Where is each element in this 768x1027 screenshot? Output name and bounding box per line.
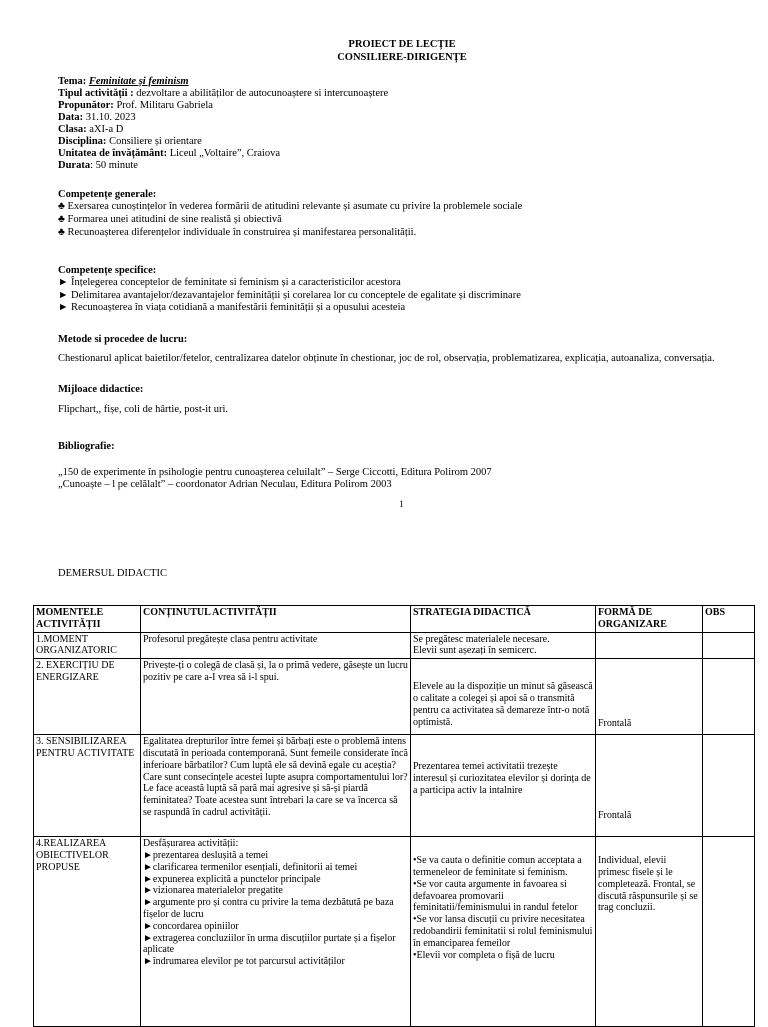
club-bullet-icon: ♣ (58, 201, 65, 212)
forma-cell: Frontală (596, 735, 703, 837)
bibliografie-item: „150 de experimente în psihologie pentru cunoașterea celuilalt” – Serge Ciccotti, Editura Polirom 2007 (58, 467, 492, 478)
table-row (34, 837, 755, 1027)
continut-cell: Profesorul pregătește clasa pentru activitate (141, 632, 411, 659)
lesson-plan-table (33, 605, 755, 1027)
competenta-generala-item: ♣ Recunoașterea diferențelor individuale în construirea și manifestarea personalității. (58, 227, 417, 238)
moment-cell: 3. SENSIBILIZAREA PENTRU ACTIVITATE (34, 735, 141, 837)
continut-cell: Desfășurarea activității: ►prezentarea deslușită a temei ►clarificarea termenilor esențiali, definitorii ai temei ►expunerea explicită a punctelor principale ►vizionarea materialelor pregatite ►argumente pro și contra cu privire la tema dezbătută pe baza fișelor de lucru ►concordarea opiniilor ►extragerea concluziilor în urma discuțiilor purtate și a fișelor aplicate ►îndrumarea elevilor pe tot parcursul activităților (141, 837, 411, 1027)
moment-cell: 1.MOMENT ORGANIZATORIC (34, 632, 141, 659)
triangle-bullet-icon: ► (58, 290, 69, 301)
triangle-bullet-icon: ► (143, 873, 153, 885)
data-label: Data: (58, 112, 84, 123)
durata-line (58, 160, 138, 172)
competenta-generala-item: ♣ Exersarea cunoștințelor în vederea formării de atitudini relevante și asumate cu privire la problemele sociale (58, 201, 523, 212)
competente-specifice-heading: Competențe specifice: (58, 265, 157, 276)
column-header: STRATEGIA DIDACTICĂ (411, 606, 596, 633)
list-item: ►concordarea opiniilor (143, 920, 239, 932)
list-item: ►argumente pro și contra cu privire la tema dezbătută pe baza fișelor de lucru (143, 897, 394, 920)
clasa-label: Clasa: (58, 124, 87, 135)
tema-line (58, 76, 189, 88)
document-title: PROIECT DE LECȚIE (348, 39, 456, 50)
forma-cell (596, 632, 703, 659)
triangle-bullet-icon: ► (143, 861, 153, 873)
tema-label: Tema: (58, 76, 87, 87)
competenta-specifica-item: ► Recunoașterea în viața cotidiană a manifestării feminității și a opusului acesteia (58, 302, 406, 313)
triangle-bullet-icon: ► (143, 932, 153, 944)
triangle-bullet-icon: ► (58, 277, 69, 288)
column-header: MOMENTELE ACTIVITĂȚII (34, 606, 141, 633)
mijloace-heading: Mijloace didactice: (58, 384, 144, 395)
demers-didactic-heading: DEMERSUL DIDACTIC (58, 568, 167, 579)
competente-generale-heading: Competențe generale: (58, 189, 157, 200)
club-bullet-icon: ♣ (58, 214, 65, 225)
obs-cell (703, 632, 755, 659)
triangle-bullet-icon: ► (143, 885, 153, 897)
list-item: ►îndrumarea elevilor pe tot parcursul activităților (143, 956, 345, 968)
strategie-cell: Elevele au la dispoziție un minut să găsească o calitate a colegei și apoi să o transmită pentru ca activitatea să demareze într-o notă optimistă. (411, 659, 596, 735)
disciplina-line (58, 136, 202, 148)
metode-heading: Metode si procedee de lucru: (58, 334, 188, 345)
triangle-bullet-icon: ► (143, 956, 153, 968)
competenta-specifica-item: ► Înțelegerea conceptelor de feminitate si feminism și a caracteristicilor acestora (58, 277, 401, 288)
table-header-row (34, 606, 755, 633)
club-bullet-icon: ♣ (58, 227, 65, 238)
table-row (34, 632, 755, 659)
clasa-value: aXI-a D (89, 124, 124, 135)
page-number: 1 (399, 500, 404, 510)
list-item: ►prezentarea deslușită a temei (143, 849, 269, 861)
unitate-line (58, 148, 280, 160)
forma-cell: Frontală (596, 659, 703, 735)
column-header: CONȚINUTUL ACTIVITĂȚII (141, 606, 411, 633)
tip-label: Tipul activității : (58, 88, 134, 99)
competenta-specifica-item: ► Delimitarea avantajelor/dezavantajelor feminității și corelarea lor cu conceptele de egalitate și discriminare (58, 290, 521, 301)
list-item: ►vizionarea materialelor pregatite (143, 885, 283, 897)
tip-value: dezvoltare a abilităților de autocunoaștere si intercunoaștere (136, 88, 389, 99)
table-row (34, 735, 755, 837)
tip-line (58, 88, 388, 100)
obs-cell (703, 837, 755, 1027)
data-line (58, 112, 136, 124)
strategie-cell: Prezentarea temei activitatii trezește interesul și curiozitatea elevilor și dorința de a participa activ la intalnire (411, 735, 596, 837)
column-header: OBS (703, 606, 755, 633)
list-item: ►clarificarea termenilor esențiali, definitorii ai temei (143, 861, 358, 873)
forma-cell: Individual, elevii primesc fisele și le completează. Frontal, se discută răspunsurile și se trag concluzii. (596, 837, 703, 1027)
competenta-generala-item: ♣ Formarea unei atitudini de sine realistă și obiectivă (58, 214, 282, 225)
strategie-cell: •Se va cauta o definitie comun acceptata a termeneleor de feminitate si feminism. •Se vor cauta argumente in favoarea si defavoarea promovarii feminitatii/feminismului in randul fetelor •Se vor lansa discuții cu privire necesitatea redobandirii feminitatii si rolul feminismului în emanciparea femeilor •Elevii vor completa o fișă de lucru (411, 837, 596, 1027)
obs-cell (703, 735, 755, 837)
disciplina-value: Consiliere și orientare (109, 136, 202, 147)
strategie-cell: Se pregătesc materialele necesare. Elevii sunt așezați în semicerc. (411, 632, 596, 659)
disciplina-label: Disciplina: (58, 136, 107, 147)
mijloace-text: Flipchart,, fișe, coli de hârtie, post-it uri. (58, 404, 228, 415)
unitate-value: Liceul „Voltaire”, Craiova (169, 148, 281, 159)
durata-label: Durata (58, 160, 91, 171)
tema-value: Feminitate și feminism (88, 76, 189, 87)
table-row (34, 659, 755, 735)
propunator-label: Propunător: (58, 100, 114, 111)
propunator-line (58, 100, 213, 112)
triangle-bullet-icon: ► (58, 302, 69, 313)
moment-cell: 2. EXERCIȚIU DE ENERGIZARE (34, 659, 141, 735)
data-value: 31.10. 2023 (85, 112, 136, 123)
triangle-bullet-icon: ► (143, 920, 153, 932)
durata-value: : 50 minute (90, 160, 138, 171)
continut-cell: Privește-ți o colegă de clasă și, la o primă vedere, găsește un lucru pozitiv pe care a-I vrea să i-l spui. (141, 659, 411, 735)
moment-cell: 4.REALIZAREA OBIECTIVELOR PROPUSE (34, 837, 141, 1027)
obs-cell (703, 659, 755, 735)
list-item: ►expunerea explicită a punctelor principale (143, 873, 321, 885)
column-header: FORMĂ DE ORGANIZARE (596, 606, 703, 633)
clasa-line (58, 124, 123, 136)
bibliografie-item: „Cunoaște – l pe celălalt” – coordonator Adrian Neculau, Editura Polirom 2003 (58, 479, 392, 490)
bibliografie-heading: Bibliografie: (58, 441, 115, 452)
continut-cell: Egalitatea drepturilor între femei și bărbați este o problemă intens discutată în perioada contemporană. Sunt femeile considerate încă inferioare bărbatilor? Cum luptă ele să devină egale cu aceștia? Care sunt consecințele acestei lupte asupra comportamentului lor? Le face această luptă să pară mai agresive și să-și piardă feminitatea? Toate acestea sunt întrebari la care se va încerca să se raspundă în cadrul activității. (141, 735, 411, 837)
metode-text: Chestionarul aplicat baietilor/fetelor, centralizarea datelor obținute în chestionar, joc de rol, observația, problematizarea, explicația, autoanaliza, conversația. (58, 353, 715, 364)
list-item: ►extragerea concluziilor în urma discuțiilor purtate și a fișelor aplicate (143, 932, 396, 956)
triangle-bullet-icon: ► (143, 897, 153, 909)
propunator-value: Prof. Militaru Gabriela (116, 100, 213, 111)
document-subtitle: CONSILIERE-DIRIGENȚE (337, 52, 467, 63)
triangle-bullet-icon: ► (143, 849, 153, 861)
unitate-label: Unitatea de învățământ: (58, 148, 168, 159)
